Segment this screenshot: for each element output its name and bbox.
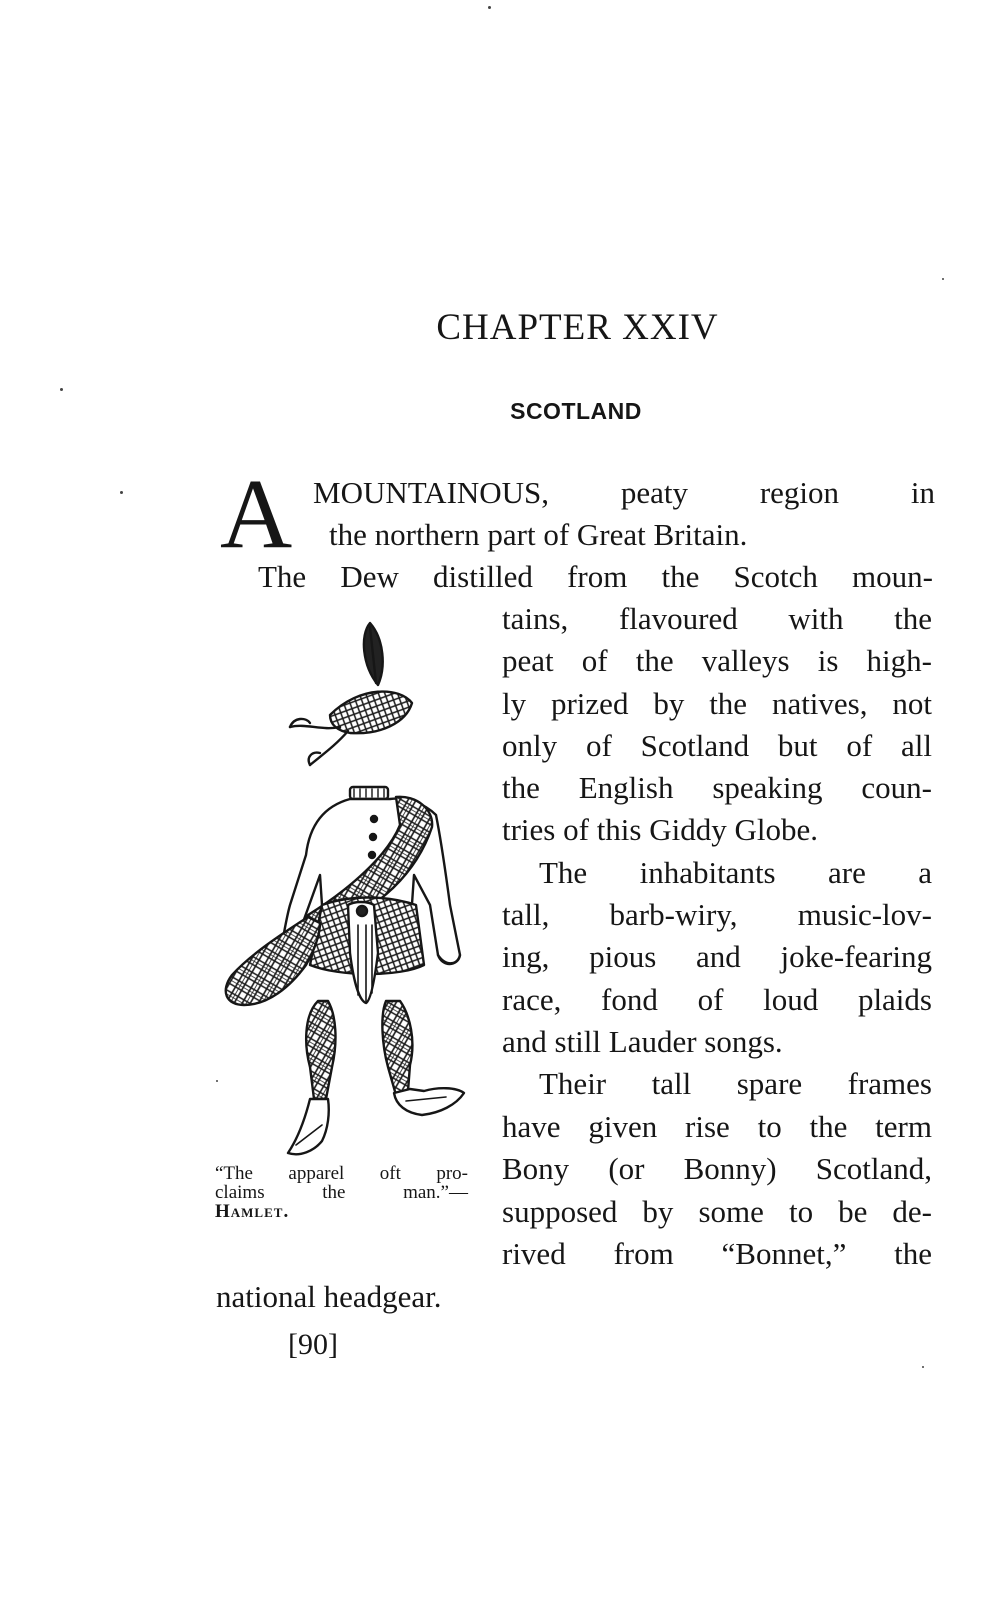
body-line: only of Scotland but of all (502, 728, 932, 763)
paper-speck (488, 6, 491, 9)
body-line: tall, barb-wiry, music-lov- (502, 897, 932, 932)
body-line: Their tall spare frames (539, 1066, 932, 1101)
kilted-highlander-outfit-illustration (210, 605, 480, 1165)
body-line: tains, flavoured with the (502, 601, 932, 636)
paper-speck (216, 1080, 218, 1082)
body-line: race, fond of loud plaids (502, 982, 932, 1017)
caption-line: “The apparel oft pro- (215, 1163, 468, 1184)
body-line: Bony (or Bonny) Scotland, (502, 1151, 932, 1186)
body-line: ly prized by the natives, not (502, 686, 932, 721)
caption-line: claims the man.”— (215, 1182, 468, 1203)
body-line: peat of the valleys is high- (502, 643, 932, 678)
body-line: tries of this Giddy Globe. (502, 812, 818, 847)
body-line: rived from “Bonnet,” the (502, 1236, 932, 1271)
paper-speck (942, 278, 944, 280)
caption-attribution: Hamlet. (215, 1201, 290, 1222)
body-line: the northern part of Great Britain. (329, 517, 748, 552)
paper-speck (922, 1366, 924, 1368)
body-line: have given rise to the term (502, 1109, 932, 1144)
page-number: [90] (288, 1328, 338, 1361)
body-line: The Dew distilled from the Scotch moun- (258, 559, 933, 594)
body-line: The inhabitants are a (539, 855, 932, 890)
paper-speck (120, 491, 123, 494)
chapter-heading: CHAPTER XXIV (436, 307, 719, 348)
body-line: and still Lauder songs. (502, 1024, 783, 1059)
body-line: ing, pious and joke-fearing (502, 939, 932, 974)
illustration-caption (215, 1164, 468, 1221)
body-line: supposed by some to be de- (502, 1194, 932, 1229)
body-line: the English speaking coun- (502, 770, 932, 805)
section-heading: SCOTLAND (510, 398, 642, 424)
paper-speck (60, 388, 63, 391)
body-line: national headgear. (216, 1279, 442, 1314)
body-line: MOUNTAINOUS, peaty region in (313, 475, 935, 510)
drop-cap: A (220, 458, 293, 569)
